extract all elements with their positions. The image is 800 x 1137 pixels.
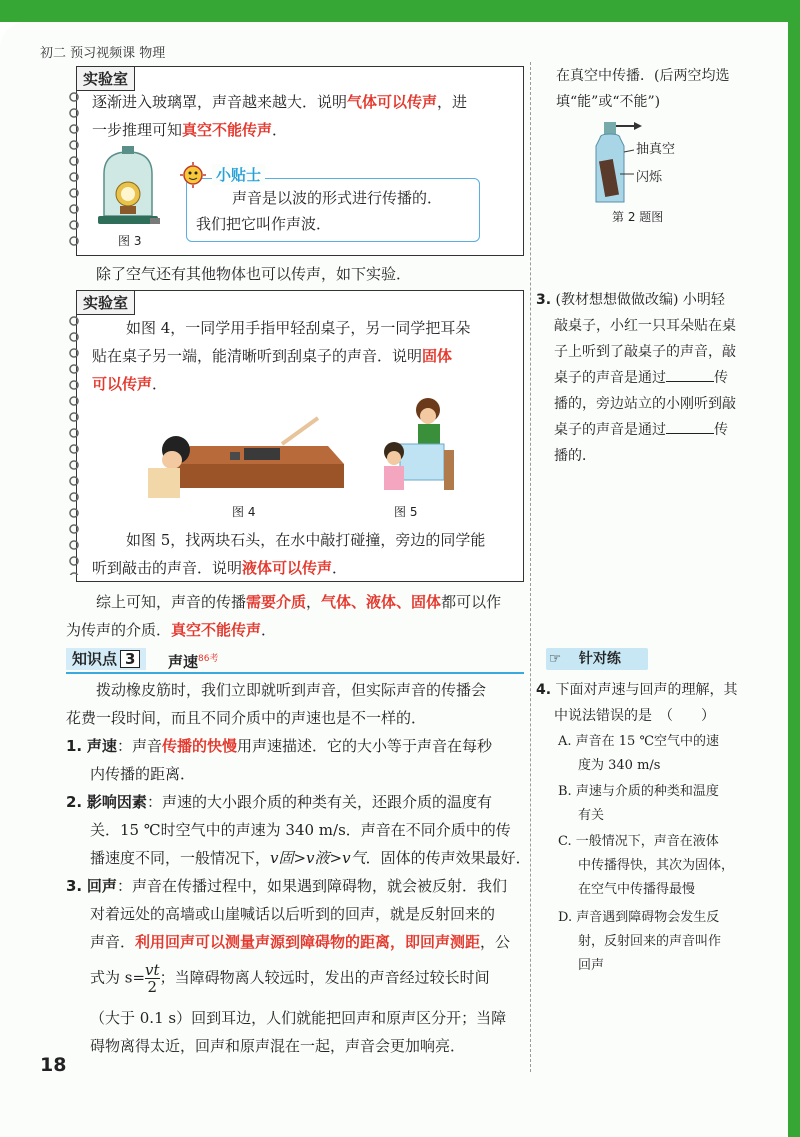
q4-option-c3: 在空气中传播得最慢: [578, 882, 696, 897]
knowledge-point-tag: 知识点 3: [66, 648, 146, 670]
q2-line1: 在真空中传播．(后两空均选: [556, 68, 730, 84]
spiral-binding: [67, 315, 81, 575]
q3-line4: 桌子的声音是通过 传: [554, 364, 728, 392]
intro-line2: 花费一段时间，而且不同介质中的声速也是不一样的．: [66, 709, 427, 727]
item1-line2: 内传播的距离．: [90, 765, 196, 783]
q4-option-c1[interactable]: C. 一般情况下，声音在液体: [558, 834, 719, 849]
page-number: 18: [40, 1054, 67, 1076]
lab2-p2-line1: 如图 5，找两块石头，在水中敲打碰撞，旁边的同学能: [126, 531, 486, 549]
lab2-p1-line3: 可以传声．: [92, 375, 168, 393]
right-green-border: [788, 0, 800, 1137]
q3-line6: 桌子的声音是通过 传: [554, 416, 728, 444]
lab-tag: 实验室: [76, 66, 135, 91]
q4-option-b1[interactable]: B. 声速与介质的种类和温度: [558, 784, 719, 799]
summary-line2: 为传声的介质．真空不能传声．: [66, 621, 277, 639]
item3-line5: （大于 0.1 s）回到耳边，人们就能把回声和原声区分开；当障: [90, 1009, 507, 1027]
hand-icon: ☞: [548, 651, 562, 667]
figure-5-caption: 图 5: [394, 505, 418, 519]
item3-line2: 对着远处的高墙或山崖喊话以后听到的回声，就是反射回来的: [90, 905, 496, 923]
q3-line7: 播的．: [554, 448, 596, 464]
q4-option-b2: 有关: [578, 808, 605, 823]
column-divider: [530, 62, 531, 1072]
item2-line2: 关．15 ℃时空气中的声速为 340 m/s．声音在不同介质中的传: [90, 821, 511, 839]
tip-icon: [178, 160, 208, 190]
lab2-p1-line1: 如图 4，一同学用手指甲轻刮桌子，另一同学把耳朵: [126, 319, 471, 337]
figure-3-caption: 图 3: [118, 234, 142, 248]
item3-line6: 碍物离得太近，回声和原声混在一起，声音会更加响亮．: [90, 1037, 466, 1055]
q4-option-d3: 回声: [578, 958, 605, 973]
item2-line1: 2. 影响因素：声速的大小跟介质的种类有关，还跟介质的温度有: [66, 793, 492, 811]
q4-option-d2: 射，反射回来的声音叫作: [578, 934, 722, 949]
page-header: 初二 预习视频课 物理: [40, 46, 166, 61]
q4-option-c2: 中传播得快，其次为固体，: [578, 858, 735, 873]
figure-4-caption: 图 4: [232, 505, 256, 519]
q4-line2: 中说法错误的是 （ ）: [554, 708, 715, 724]
q4-option-a2: 度为 340 m/s: [578, 758, 661, 773]
lab-tag: 实验室: [76, 290, 135, 315]
lab2-p2-line2: 听到敲击的声音．说明液体可以传声．: [92, 559, 348, 577]
lab1-line1: 逐渐进入玻璃罩，声音越来越大．说明气体可以传声，进: [92, 93, 468, 111]
q2-label-vacuum: 抽真空: [636, 142, 676, 157]
q4-line1: 4. 下面对声速与回声的理解，其: [536, 682, 738, 698]
transition-text: 除了空气还有其他物体也可以传声，如下实验．: [96, 265, 412, 283]
knowledge-point-title: 声速$^{86考}$: [168, 653, 219, 671]
spiral-binding: [67, 91, 81, 249]
lab1-line2: 一步推理可知真空不能传声．: [92, 121, 288, 139]
q2-line2: 填“能”或“不能”): [556, 94, 661, 110]
item3-line4: 式为 s= $\frac{vt}{2}$ ；当障碍物离人较远时，发出的声音经过较长时间: [90, 961, 490, 996]
figure-4-table: [148, 414, 348, 500]
tip-line-1: 声音是以波的形式进行传播的．: [232, 189, 443, 207]
item1-line1: 1. 声速：声音传播的快慢用声速描述．它的大小等于声音在每秒: [66, 737, 492, 755]
vacuum-bottle-figure: [590, 116, 663, 208]
tip-title: 小贴士: [212, 164, 265, 185]
q3-line1: 3. (教材想想做做改编) 小明轻: [536, 292, 725, 308]
q3-line3: 子上听到了敲桌子的声音，敲: [554, 344, 736, 360]
q4-option-d1[interactable]: D. 声音遇到障碍物会发生反: [558, 910, 720, 925]
q3-line5: 播的，旁边站立的小刚听到敲: [554, 396, 736, 412]
item2-line3: 播速度不同，一般情况下，v固>v液>v气．固体的传声效果最好．: [90, 849, 531, 867]
q3-line2: 敲桌子，小红一只耳朵贴在桌: [554, 318, 736, 334]
q3-blank-2[interactable]: [666, 419, 714, 434]
intro-line1: 拨动橡皮筋时，我们立即就听到声音，但实际声音的传播会: [96, 681, 487, 699]
lab2-p1-line2: 贴在桌子另一端，能清晰听到刮桌子的声音．说明固体: [92, 347, 453, 365]
q4-option-a1[interactable]: A. 声音在 15 ℃空气中的速: [558, 734, 720, 749]
q2-figure-caption: 第 2 题图: [612, 210, 664, 224]
practice-header: ☞ 针对练: [546, 648, 648, 670]
q2-label-flash: 闪烁: [636, 170, 663, 185]
item3-line3: 声音．利用回声可以测量声源到障碍物的距离，即回声测距，公: [90, 933, 511, 951]
top-green-border: [0, 0, 800, 22]
q3-blank-1[interactable]: [666, 367, 714, 382]
item3-line1: 3. 回声：声音在传播过程中，如果遇到障碍物，就会被反射．我们: [66, 877, 507, 895]
tip-line-2: 我们把它叫作声波．: [196, 215, 332, 233]
figure-5-tank: [376, 396, 456, 496]
bell-jar-figure: [96, 146, 160, 228]
summary-line1: 综上可知，声音的传播需要介质，气体、液体、固体都可以作: [96, 593, 502, 611]
